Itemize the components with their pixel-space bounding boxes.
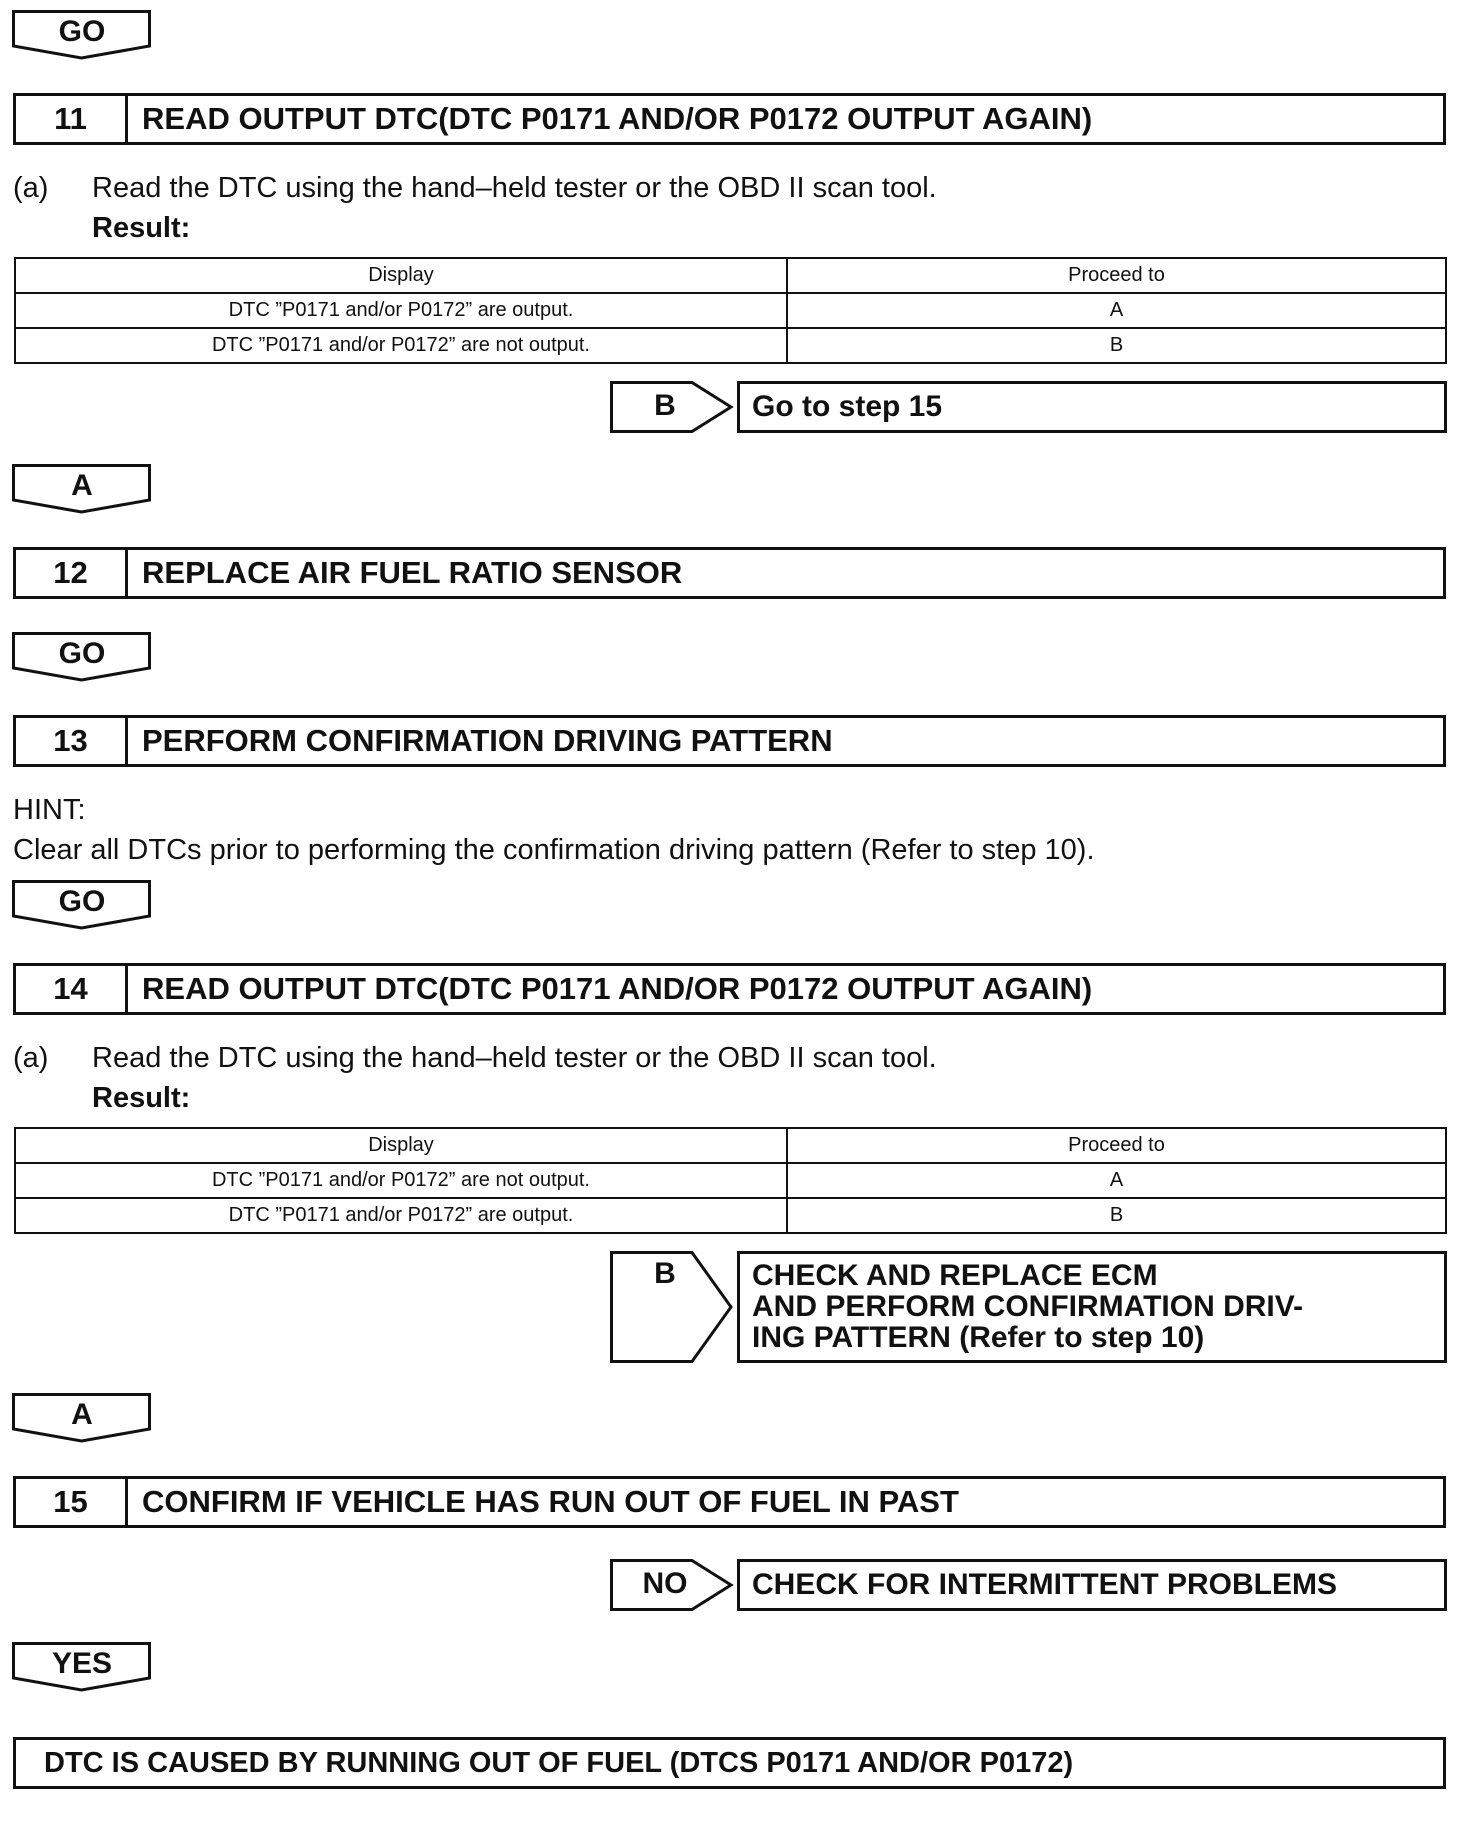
step-11-result-label: Result:: [92, 212, 191, 244]
step-title: PERFORM CONFIRMATION DRIVING PATTERN: [142, 723, 833, 758]
table-header-display: Display: [15, 258, 787, 293]
table-cell-display: DTC ”P0171 and/or P0172” are output.: [15, 293, 787, 328]
step-number: 13: [16, 718, 128, 764]
tag-label: GO: [58, 15, 106, 48]
hint-label: HINT:: [13, 794, 86, 826]
table-row: [15, 293, 1446, 328]
step-14-header: [13, 963, 1446, 1015]
step-title: CONFIRM IF VEHICLE HAS RUN OUT OF FUEL IN PAST: [142, 1484, 959, 1519]
step-title: READ OUTPUT DTC(DTC P0171 AND/OR P0172 OUTPUT AGAIN): [142, 971, 1093, 1006]
table-header-row: [15, 258, 1446, 293]
branch-label: B: [654, 389, 676, 422]
step-number: 12: [16, 550, 128, 596]
step-11-marker: (a): [13, 172, 49, 204]
table-cell-proceed: B: [787, 1198, 1446, 1233]
tag-label: A: [71, 1398, 93, 1431]
step-15-header: [13, 1476, 1446, 1528]
step-11-result-table: [14, 257, 1447, 364]
branch-result-line: AND PERFORM CONFIRMATION DRIV-: [752, 1290, 1304, 1323]
go-arrow-tag: [12, 880, 152, 932]
table-cell-proceed: A: [787, 293, 1446, 328]
go-arrow-tag: [12, 632, 152, 684]
step-number: 15: [16, 1479, 128, 1525]
step-title: READ OUTPUT DTC(DTC P0171 AND/OR P0172 OUTPUT AGAIN): [142, 101, 1093, 136]
branch-14-arrow: [610, 1251, 735, 1363]
step-title: REPLACE AIR FUEL RATIO SENSOR: [142, 555, 683, 590]
step-12-header: [13, 547, 1446, 599]
table-header-row: [15, 1128, 1446, 1163]
step-14-instruction: Read the DTC using the hand–held tester or the OBD II scan tool.: [92, 1042, 937, 1074]
table-header-proceed: Proceed to: [787, 258, 1446, 293]
branch-result-line: CHECK AND REPLACE ECM: [752, 1259, 1158, 1292]
yes-arrow-tag: [12, 1642, 152, 1694]
tag-label: GO: [58, 637, 106, 670]
table-cell-display: DTC ”P0171 and/or P0172” are not output.: [15, 1163, 787, 1198]
table-row: [15, 1198, 1446, 1233]
table-header-proceed: Proceed to: [787, 1128, 1446, 1163]
step-number: 14: [16, 966, 128, 1012]
branch-14-result: [737, 1251, 1447, 1363]
table-row: [15, 1163, 1446, 1198]
step-number: 11: [16, 96, 128, 142]
table-cell-proceed: A: [787, 1163, 1446, 1198]
tag-label: GO: [58, 885, 106, 918]
table-cell-proceed: B: [787, 328, 1446, 363]
step-14-result-table: [14, 1127, 1447, 1234]
table-row: [15, 328, 1446, 363]
step-13-header: [13, 715, 1446, 767]
step-14-marker: (a): [13, 1042, 49, 1074]
branch-label: NO: [642, 1567, 688, 1600]
branch-11-result: Go to step 15: [737, 381, 1447, 433]
step-11-instruction: Read the DTC using the hand–held tester or the OBD II scan tool.: [92, 172, 937, 204]
branch-11-arrow: [610, 381, 735, 433]
tag-label: YES: [51, 1647, 113, 1680]
table-cell-display: DTC ”P0171 and/or P0172” are output.: [15, 1198, 787, 1233]
a-arrow-tag: [12, 1393, 152, 1445]
table-header-display: Display: [15, 1128, 787, 1163]
tag-label: A: [71, 469, 93, 502]
table-cell-display: DTC ”P0171 and/or P0172” are not output.: [15, 328, 787, 363]
hint-text: Clear all DTCs prior to performing the confirmation driving pattern (Refer to step 10).: [13, 834, 1095, 866]
branch-label: B: [654, 1257, 676, 1290]
step-11-header: [13, 93, 1446, 145]
branch-15-result: CHECK FOR INTERMITTENT PROBLEMS: [737, 1559, 1447, 1611]
a-arrow-tag: [12, 464, 152, 516]
branch-15-arrow: [610, 1559, 735, 1611]
final-conclusion-box: DTC IS CAUSED BY RUNNING OUT OF FUEL (DTCS P0171 AND/OR P0172): [13, 1737, 1446, 1789]
branch-result-line: ING PATTERN (Refer to step 10): [752, 1321, 1205, 1354]
step-14-result-label: Result:: [92, 1082, 191, 1114]
go-arrow-tag: [12, 10, 152, 62]
